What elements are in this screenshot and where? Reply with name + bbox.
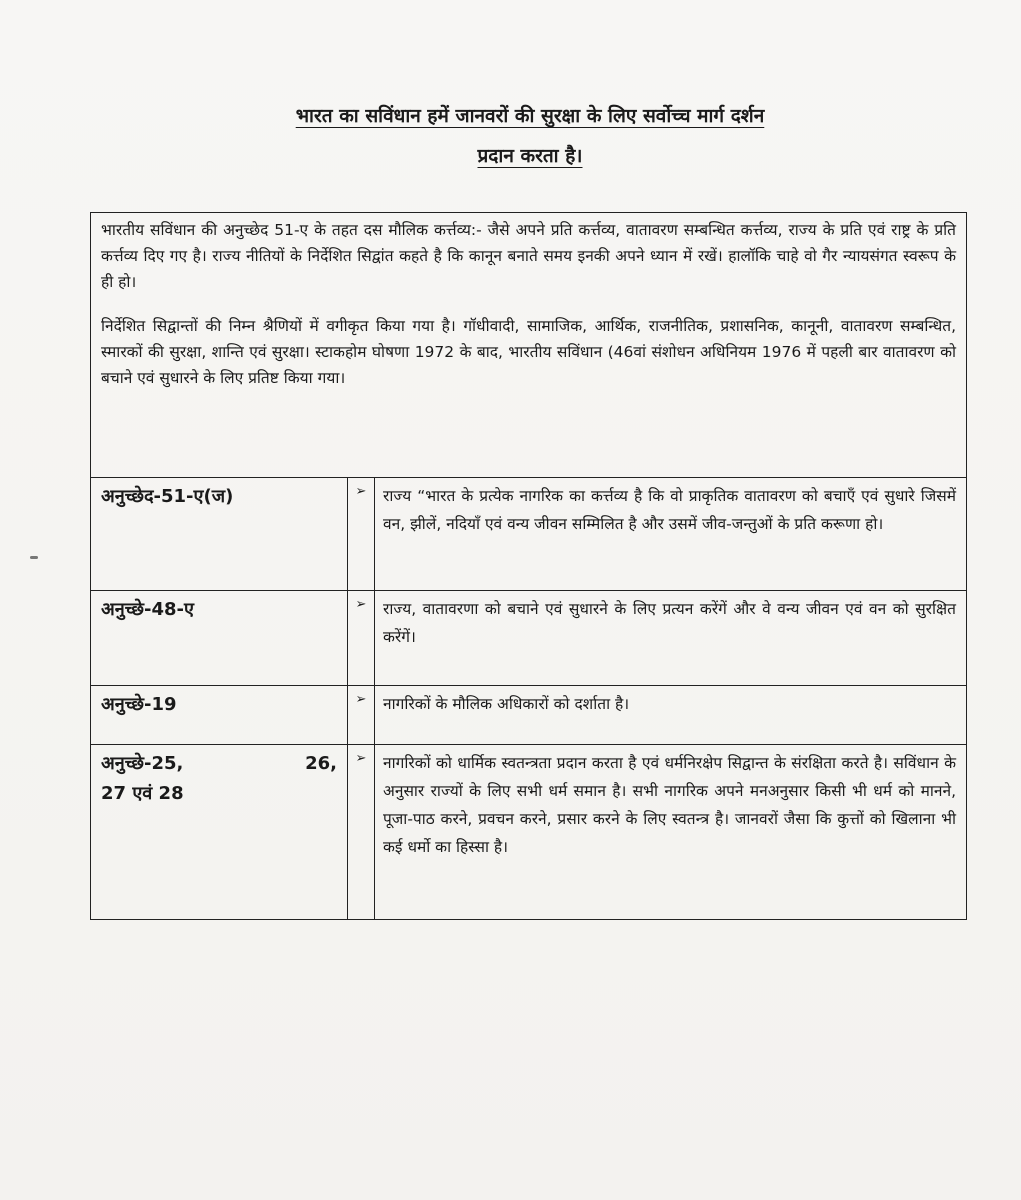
table-row <box>91 745 967 920</box>
article-text: नागरिकों के मौलिक अधिकारों को दर्शाता है। <box>375 686 967 745</box>
article-text: नागरिकों को धार्मिक स्वतन्त्रता प्रदान करता है एवं धर्मनिरक्षेप सिद्वान्त के संरक्षिता करते है। सविंधान के अनुसार राज्यों के लिए सभी धर्म समान है। सभी नागरिक अपने मनअनुसार किसी भी धर्म को मानने, पूजा-पाठ करने, प्रवचन करने, प्रसार करने के लिए स्वतन्त्र है। जानवरों जैसा कि कुत्तों को खिलाना भी कई धर्मो का हिस्सा है। <box>375 745 967 920</box>
article-text: राज्य “भारत के प्रत्येक नागरिक का कर्त्तव्य है कि वो प्राकृतिक वातावरण को बचाएँ एवं सुधारे जिसमें वन, झीलें, नदियाँ एवं वन्य जीवन सम्मिलित है और उसमें जीव-जन्तुओं के प्रति करूणा हो। <box>375 478 967 591</box>
scan-mark <box>30 556 38 559</box>
arrow-bullet-icon: ➢ <box>348 591 375 686</box>
title-line-2: प्रदान करता है। <box>477 145 583 167</box>
table-row <box>91 478 967 591</box>
page-title <box>90 96 970 176</box>
article-label <box>91 745 348 920</box>
article-label: अनुच्छे-48-ए <box>91 591 348 686</box>
intro-paragraph-2: निर्देशित सिद्वान्तों की निम्न श्रैणियों में वगीकृत किया गया है। गॉधीवादी, सामाजिक, आर्थिक, राजनीतिक, प्रशासनिक, कानूनी, वातावरण सम्बन्धित, स्मारकों की सुरक्षा, शान्ति एवं सुरक्षा। स्टाकहोम घोषणा 1972 के बाद, भारतीय सविंधान (46वां संशोधन अधिनियम 1976 में पहली बार वातावरण को बचाने एवं सुधारने के लिए प्रतिष्ट किया गया। <box>101 317 956 387</box>
table-row <box>91 591 967 686</box>
arrow-bullet-icon: ➢ <box>348 686 375 745</box>
intro-paragraph-1: भारतीय सविंधान की अनुच्छेद 51-ए के तहत दस मौलिक कर्त्तव्य:- जैसे अपने प्रति कर्त्तव्य, वातावरण सम्बन्धित कर्त्तव्य, राज्य के प्रति एवं राष्ट्र के प्रति कर्त्तव्य दिए गए है। राज्य नीतियों के निर्देशित सिद्वांत कहते है कि कानून बनाते समय इनकी अपने ध्यान में रखें। हालॉकि चाहे वो गैर न्यायसंगत स्वरूप के ही हो। <box>101 221 956 291</box>
articles-table <box>90 477 967 920</box>
table-row <box>91 686 967 745</box>
arrow-bullet-icon: ➢ <box>348 478 375 591</box>
article-label: अनुच्छे-19 <box>91 686 348 745</box>
article-label-part-3: 27 एवं 28 <box>101 783 184 804</box>
title-line-1: भारत का सविंधान हमें जानवरों की सुरक्षा के लिए सर्वोच्च मार्ग दर्शन <box>295 105 765 127</box>
article-label: अनुच्छेद-51-ए(ज) <box>91 478 348 591</box>
intro-box <box>90 212 967 478</box>
article-label-part-2: 26, <box>305 753 337 774</box>
article-text: राज्य, वातावरणा को बचाने एवं सुधारने के लिए प्रत्यन करेंगें और वे वन्य जीवन एवं वन को सुरक्षित करेंगें। <box>375 591 967 686</box>
article-label-part-1: अनुच्छे-25, <box>101 753 184 774</box>
arrow-bullet-icon: ➢ <box>348 745 375 920</box>
